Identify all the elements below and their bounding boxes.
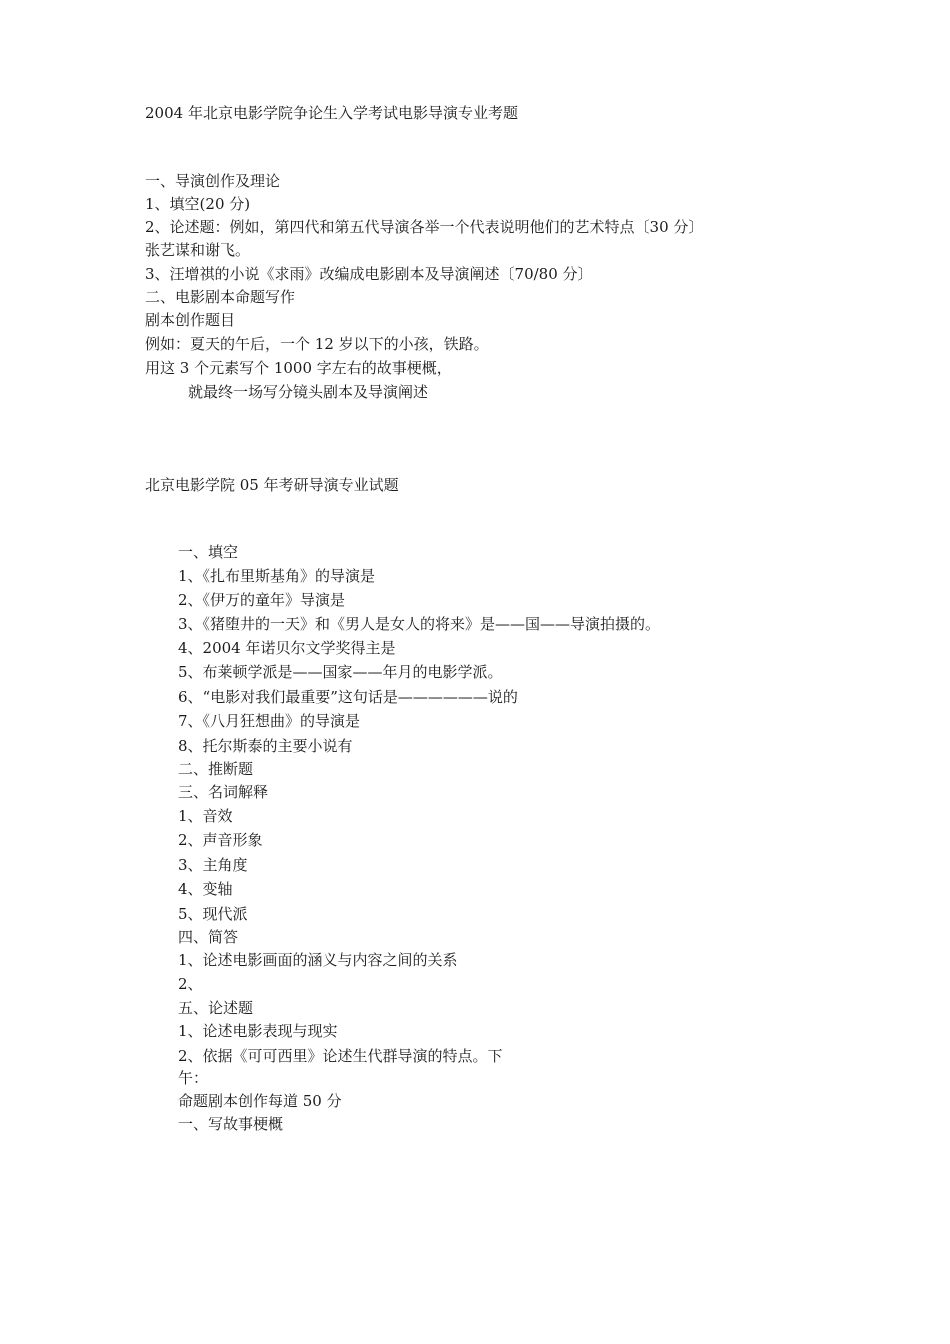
doc2-line: 一、填空 <box>178 543 239 561</box>
doc1-line: 张艺谋和谢飞。 <box>145 241 251 259</box>
doc2-line: 2、依据《可可西里》论述生代群导演的特点。下 <box>178 1047 503 1065</box>
doc2-line: 5、现代派 <box>178 905 248 923</box>
doc1-line: 1、填空(20 分) <box>145 195 251 213</box>
doc2-line: 3、《猪堕井的一天》和《男人是女人的将来》是——国——导演拍摄的。 <box>178 615 661 633</box>
doc2-line: 7、《八月狂想曲》的导演是 <box>178 712 361 730</box>
doc1-line: 一、导演创作及理论 <box>145 172 281 190</box>
doc2-line: 四、简答 <box>178 928 239 946</box>
doc2-line: 五、论述题 <box>178 999 254 1017</box>
doc1-indented-line: 就最终一场写分镜头剧本及导演阐述 <box>188 383 429 401</box>
doc2-line: 3、主角度 <box>178 856 248 874</box>
doc2-line: 6、“电影对我们最重要”这句话是——————说的 <box>178 688 518 706</box>
doc1-line: 用这 3 个元素写个 1000 字左右的故事梗概， <box>145 359 452 377</box>
doc2-line: 4、变轴 <box>178 880 233 898</box>
doc2-line: 2、声音形象 <box>178 831 263 849</box>
doc1-line: 二、电影剧本命题写作 <box>145 288 296 306</box>
doc2-line: 命题剧本创作每道 50 分 <box>178 1092 342 1110</box>
doc1-line: 3、汪增祺的小说《求雨》改编成电影剧本及导演阐述〔70/80 分〕 <box>145 265 593 283</box>
doc2-line: 1、音效 <box>178 807 233 825</box>
doc2-line: 4、2004 年诺贝尔文学奖得主是 <box>178 639 396 657</box>
doc2-line: 1、《扎布里斯基角》的导演是 <box>178 567 376 585</box>
doc2-line: 三、名词解释 <box>178 783 269 801</box>
doc2-line: 8、托尔斯泰的主要小说有 <box>178 737 353 755</box>
doc2-line: 1、论述电影表现与现实 <box>178 1022 338 1040</box>
doc2-line: 午： <box>178 1069 209 1087</box>
doc2-line: 5、布莱顿学派是——国家——年月的电影学派。 <box>178 663 503 681</box>
doc1-line: 剧本创作题目 <box>145 311 236 329</box>
doc2-line: 2、 <box>178 975 203 993</box>
doc2-title: 北京电影学院 05 年考研导演专业试题 <box>145 476 399 494</box>
doc1-line: 2、论述题：例如，第四代和第五代导演各举一个代表说明他们的艺术特点〔30 分〕 <box>145 218 704 236</box>
doc2-line: 一、写故事梗概 <box>178 1115 284 1133</box>
doc2-line: 2、《伊万的童年》导演是 <box>178 591 346 609</box>
doc2-line: 1、论述电影画面的涵义与内容之间的关系 <box>178 951 458 969</box>
doc1-line: 例如：夏天的午后，一个 12 岁以下的小孩，铁路。 <box>145 335 489 353</box>
doc2-line: 二、推断题 <box>178 760 254 778</box>
doc1-title: 2004 年北京电影学院争论生入学考试电影导演专业考题 <box>145 104 518 122</box>
